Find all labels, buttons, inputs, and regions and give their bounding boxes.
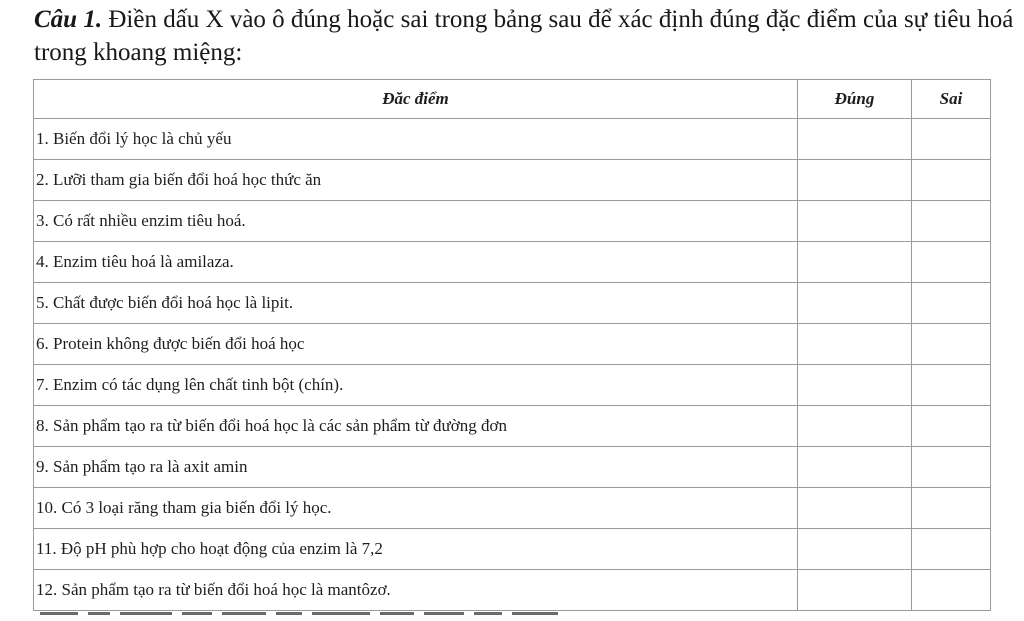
true-cell[interactable] xyxy=(798,283,912,324)
false-cell[interactable] xyxy=(912,160,991,201)
table-row xyxy=(34,201,991,242)
question-label: Câu 1. xyxy=(34,6,103,33)
table-row xyxy=(34,242,991,283)
table-row xyxy=(34,365,991,406)
true-cell[interactable] xyxy=(798,119,912,160)
false-cell[interactable] xyxy=(912,242,991,283)
row-statement: 2. Lưỡi tham gia biến đổi hoá học thức ăn xyxy=(34,160,798,201)
table-row xyxy=(34,160,991,201)
cut-off-next-line xyxy=(40,612,600,621)
false-cell[interactable] xyxy=(912,488,991,529)
true-cell[interactable] xyxy=(798,570,912,611)
false-cell[interactable] xyxy=(912,324,991,365)
table-row xyxy=(34,529,991,570)
header-characteristic: Đăc điểm xyxy=(34,80,798,119)
table-row xyxy=(34,488,991,529)
true-cell[interactable] xyxy=(798,365,912,406)
table-row xyxy=(34,119,991,160)
table-row xyxy=(34,406,991,447)
true-cell[interactable] xyxy=(798,242,912,283)
false-cell[interactable] xyxy=(912,447,991,488)
true-cell[interactable] xyxy=(798,324,912,365)
false-cell[interactable] xyxy=(912,365,991,406)
header-true: Đúng xyxy=(798,80,912,119)
false-cell[interactable] xyxy=(912,406,991,447)
row-statement: 7. Enzim có tác dụng lên chất tinh bột (chín). xyxy=(34,365,798,406)
false-cell[interactable] xyxy=(912,570,991,611)
question-text xyxy=(34,3,1014,69)
row-statement: 8. Sản phẩm tạo ra từ biến đổi hoá học là các sản phẩm từ đường đơn xyxy=(34,406,798,447)
true-cell[interactable] xyxy=(798,160,912,201)
true-cell[interactable] xyxy=(798,488,912,529)
true-cell[interactable] xyxy=(798,406,912,447)
header-false: Sai xyxy=(912,80,991,119)
row-statement: 11. Độ pH phù hợp cho hoạt động của enzim là 7,2 xyxy=(34,529,798,570)
question-body: Điền dấu X vào ô đúng hoặc sai trong bảng sau để xác định đúng đặc điểm của sự tiêu hoá trong khoang miệng: xyxy=(34,6,1014,66)
true-false-table xyxy=(33,79,991,611)
row-statement: 4. Enzim tiêu hoá là amilaza. xyxy=(34,242,798,283)
true-cell[interactable] xyxy=(798,447,912,488)
false-cell[interactable] xyxy=(912,283,991,324)
true-cell[interactable] xyxy=(798,529,912,570)
row-statement: 9. Sản phẩm tạo ra là axit amin xyxy=(34,447,798,488)
table-header-row xyxy=(34,80,991,119)
row-statement: 10. Có 3 loại răng tham gia biến đổi lý học. xyxy=(34,488,798,529)
row-statement: 3. Có rất nhiều enzim tiêu hoá. xyxy=(34,201,798,242)
table-row xyxy=(34,324,991,365)
false-cell[interactable] xyxy=(912,529,991,570)
row-statement: 5. Chất được biến đổi hoá học là lipit. xyxy=(34,283,798,324)
table-row xyxy=(34,283,991,324)
table-row xyxy=(34,447,991,488)
false-cell[interactable] xyxy=(912,119,991,160)
row-statement: 12. Sản phẩm tạo ra từ biến đổi hoá học là mantôzơ. xyxy=(34,570,798,611)
row-statement: 1. Biến đổi lý học là chủ yếu xyxy=(34,119,798,160)
row-statement: 6. Protein không được biến đổi hoá học xyxy=(34,324,798,365)
true-cell[interactable] xyxy=(798,201,912,242)
false-cell[interactable] xyxy=(912,201,991,242)
table-row xyxy=(34,570,991,611)
